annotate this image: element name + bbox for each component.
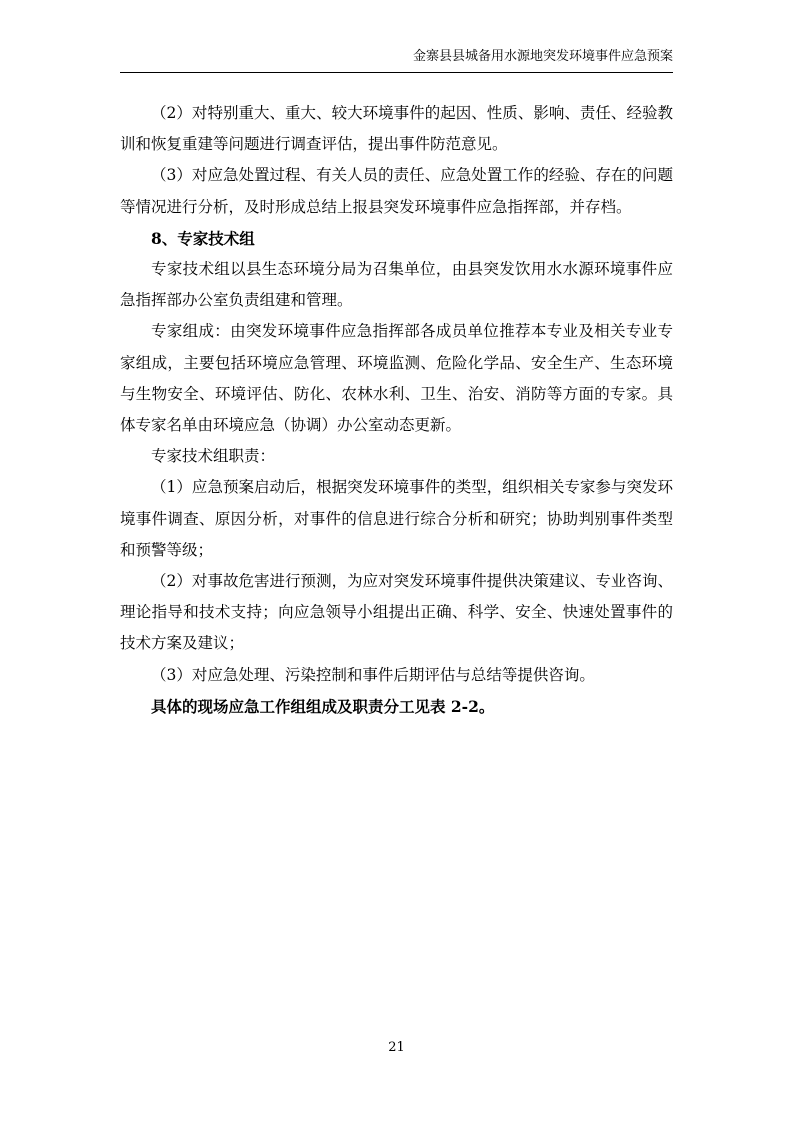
- paragraph-item-2: （2）对特别重大、重大、较大环境事件的起因、性质、影响、责任、经验教训和恢复重建等问题进行调查评估，提出事件防范意见。: [120, 104, 673, 154]
- paragraph-item-3: （3）对应急处置过程、有关人员的责任、应急处置工作的经验、存在的问题等情况进行分析，及时形成总结上报县突发环境事件应急指挥部，并存档。: [120, 166, 673, 216]
- paragraph-table-reference: 具体的现场应急工作组组成及职责分工见表 2-2。: [151, 696, 495, 716]
- header-divider: [120, 72, 673, 73]
- paragraph-duty-2: （2）对事故危害进行预测，为应对突发环境事件提供决策建议、专业咨询、理论指导和技术支持；向应急领导小组提出正确、科学、安全、快速处置事件的技术方案及建议；: [120, 572, 673, 653]
- paragraph-expert-composition: 专家组成：由突发环境事件应急指挥部各成员单位推荐本专业及相关专业专家组成，主要包括环境应急管理、环境监测、危险化学品、安全生产、生态环境与生物安全、环境评估、防化、农林水利、卫生、治安、消防等方面的专家。具体专家名单由环境应急（协调）办公室动态更新。: [120, 322, 673, 435]
- page-header-title: 金寨县县城备用水源地突发环境事件应急预案: [412, 49, 673, 64]
- paragraph-duty-1: （1）应急预案启动后，根据突发环境事件的类型，组织相关专家参与突发环境事件调查、原因分析，对事件的信息进行综合分析和研究；协助判别事件类型和预警等级；: [120, 478, 673, 559]
- page-number: 21: [388, 1040, 405, 1055]
- paragraph-duty-3: （3）对应急处理、污染控制和事件后期评估与总结等提供咨询。: [151, 665, 595, 684]
- section-heading-expert-group: 8、专家技术组: [151, 228, 255, 248]
- paragraph-expert-duties-label: 专家技术组职责：: [151, 447, 276, 466]
- document-body: [120, 98, 673, 722]
- paragraph-expert-group-intro: 专家技术组以县生态环境分局为召集单位，由县突发饮用水水源环境事件应急指挥部办公室负责组建和管理。: [120, 260, 673, 310]
